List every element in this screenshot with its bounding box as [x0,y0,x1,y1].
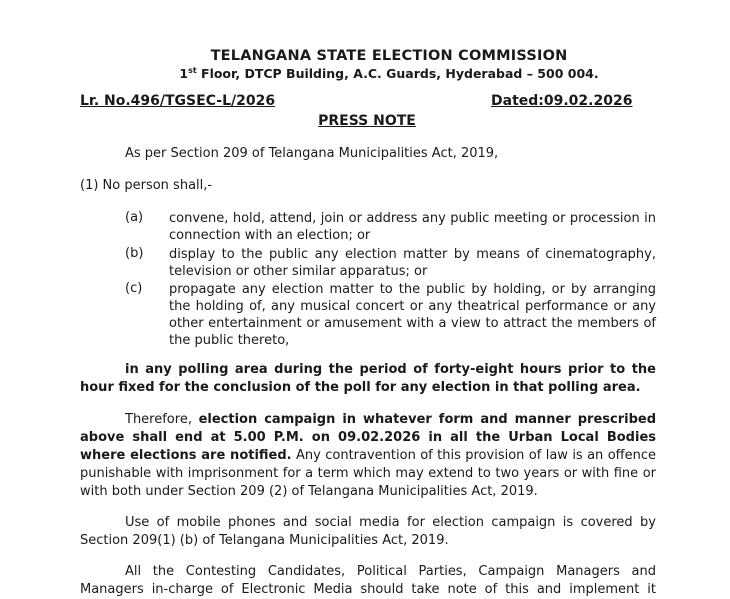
therefore-line-3 [80,447,656,465]
therefore-line-1 [125,411,656,429]
therefore-para [125,411,656,429]
clause-line: the holding of, any musical concert or any theatrical performance or any [169,299,656,314]
address-rest: Floor, DTCP Building, A.C. Guards, Hyderabad – 500 004. [196,66,599,81]
candidates-para-cont [80,581,656,599]
mobile-line-1: Use of mobile phones and social media for election campaign is covered by [125,515,656,530]
therefore-line-5: with both under Section 209 (2) of Telangana Municipalities Act, 2019. [80,484,538,499]
candidates-line-2: Managers in-charge of Electronic Media should take note of this and implement it [80,582,656,597]
therefore-line-2: above shall end at 5.00 P.M. on 09.02.2026 in all the Urban Local Bodies [80,430,656,445]
clause-c-label: (c) [125,281,143,296]
address-floor-suffix: st [188,66,197,75]
polling-line-2: hour fixed for the conclusion of the poll for any election in that polling area. [80,380,641,395]
mobile-para-cont [80,532,656,550]
clause-line: convene, hold, attend, join or address any public meeting or procession in [169,211,656,226]
therefore-bold-1: election campaign in whatever form and manner prescribed [198,412,656,427]
polling-clause [125,361,656,379]
clause-line: other entertainment or amusement with a view to attract the members of [169,316,656,331]
mobile-para [125,514,656,532]
address-floor-number: 1 [179,66,189,81]
commission-name: TELANGANA STATE ELECTION COMMISSION [210,48,568,64]
letter-reference: Lr. No.496/TGSEC-L/2026 [80,93,276,109]
candidates-para [125,563,656,581]
page-title: PRESS NOTE [318,113,416,129]
commission-address [0,66,730,81]
clause-line: television or other similar apparatus; or [169,264,428,279]
clause-line: the public thereto, [169,333,290,348]
rule-lead: (1) No person shall,- [80,178,213,193]
clause-line: display to the public any election matter by means of cinematography, [169,247,656,262]
clause-line: connection with an election; or [169,228,371,243]
letter-date: Dated:09.02.2026 [491,93,633,109]
candidates-line-1: All the Contesting Candidates, Political Parties, Campaign Managers and [125,564,656,579]
therefore-lead: Therefore, [125,412,199,427]
clause-b-label: (b) [125,246,144,261]
clause-a-label: (a) [125,210,144,225]
polling-line-1: in any polling area during the period of forty-eight hours prior to the [125,362,656,377]
therefore-bold-3: where elections are notified. [80,448,292,463]
polling-clause-cont [80,379,656,397]
therefore-para-cont [80,429,656,501]
clause-line: propagate any election matter to the public by holding, or by arranging [169,282,656,297]
clause-a-text [169,210,656,244]
clause-b-text [169,246,656,280]
clause-c-text [169,281,656,349]
therefore-line-4: punishable with imprisonment for a term which may extend to two years or with fine or [80,466,656,481]
therefore-rest-3: Any contravention of this provision of law is an offence [291,448,656,463]
intro-text: As per Section 209 of Telangana Municipalities Act, 2019, [125,146,499,161]
mobile-line-2: Section 209(1) (b) of Telangana Municipalities Act, 2019. [80,533,449,548]
